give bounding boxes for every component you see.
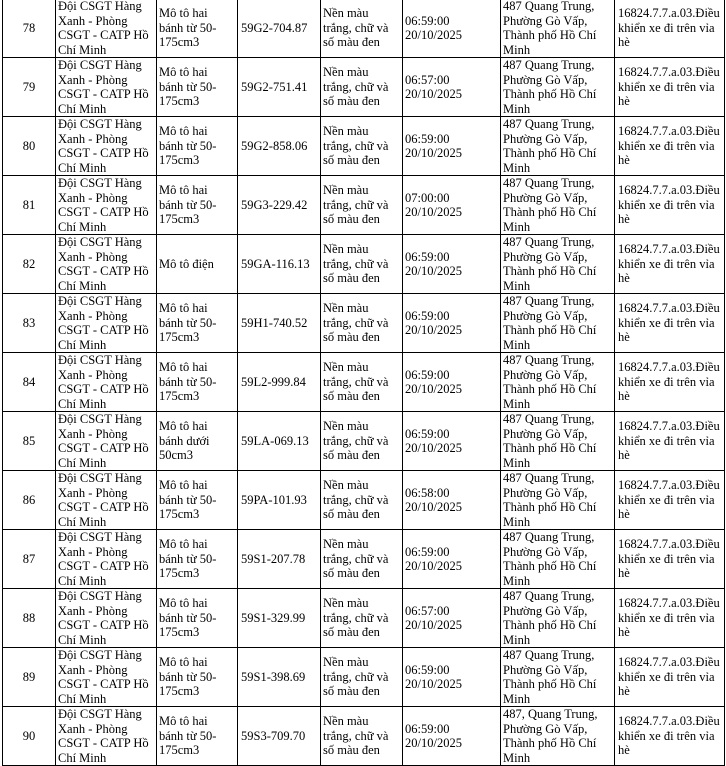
plate-color-cell: Nền màu trắng, chữ và số màu đen — [321, 0, 403, 58]
vehicle-type-cell: Mô tô hai bánh từ 50-175cm3 — [157, 648, 238, 707]
violation-location-cell: 487, Quang Trung, Phường Gò Vấp, Thành phố Hồ Chí Minh — [501, 707, 615, 766]
violation-location-cell: 487 Quang Trung, Phường Gò Vấp, Thành phố Hồ Chí Minh — [501, 412, 615, 471]
violation-time-cell: 06:59:00 20/10/2025 — [403, 0, 501, 58]
violation-time-cell: 06:59:00 20/10/2025 — [403, 412, 501, 471]
violations-table-container — [2, 0, 724, 766]
table-row — [3, 471, 725, 530]
license-plate-cell: 59GA-116.13 — [238, 235, 321, 294]
violation-time-cell: 06:57:00 20/10/2025 — [403, 58, 501, 117]
row-number: 81 — [3, 176, 56, 235]
violation-location-cell: 487 Quang Trung, Phường Gò Vấp, Thành phố Hồ Chí Minh — [501, 353, 615, 412]
violation-location-cell: 487 Quang Trung, Phường Gò Vấp, Thành phố Hồ Chí Minh — [501, 58, 615, 117]
violation-location-cell: 487 Quang Trung, Phường Gò Vấp, Thành phố Hồ Chí Minh — [501, 235, 615, 294]
table-row — [3, 353, 725, 412]
row-number: 82 — [3, 235, 56, 294]
plate-color-cell: Nền màu trắng, chữ và số màu đen — [321, 176, 403, 235]
violation-time-cell: 06:59:00 20/10/2025 — [403, 530, 501, 589]
violation-location-cell: 487 Quang Trung, Phường Gò Vấp, Thành phố Hồ Chí Minh — [501, 471, 615, 530]
issuing-unit-cell: Đội CSGT Hàng Xanh - Phòng CSGT - CATP Hồ Chí Minh — [56, 117, 157, 176]
license-plate-cell: 59H1-740.52 — [238, 294, 321, 353]
violation-code-cell: 16824.7.7.a.03.Điều khiển xe đi trên vỉa hè — [615, 353, 725, 412]
violations-table — [2, 0, 725, 766]
issuing-unit-cell: Đội CSGT Hàng Xanh - Phòng CSGT - CATP Hồ Chí Minh — [56, 648, 157, 707]
license-plate-cell: 59PA-101.93 — [238, 471, 321, 530]
issuing-unit-cell: Đội CSGT Hàng Xanh - Phòng CSGT - CATP Hồ Chí Minh — [56, 471, 157, 530]
vehicle-type-cell: Mô tô hai bánh từ 50-175cm3 — [157, 117, 238, 176]
violation-code-cell: 16824.7.7.a.03.Điều khiển xe đi trên vỉa hè — [615, 176, 725, 235]
row-number: 84 — [3, 353, 56, 412]
violation-location-cell: 487 Quang Trung, Phường Gò Vấp, Thành phố Hồ Chí Minh — [501, 176, 615, 235]
violation-time-cell: 06:59:00 20/10/2025 — [403, 648, 501, 707]
violation-location-cell: 487 Quang Trung, Phường Gò Vấp, Thành phố Hồ Chí Minh — [501, 648, 615, 707]
row-number: 86 — [3, 471, 56, 530]
vehicle-type-cell: Mô tô hai bánh từ 50-175cm3 — [157, 530, 238, 589]
issuing-unit-cell: Đội CSGT Hàng Xanh - Phòng CSGT - CATP Hồ Chí Minh — [56, 58, 157, 117]
license-plate-cell: 59LA-069.13 — [238, 412, 321, 471]
row-number: 88 — [3, 589, 56, 648]
license-plate-cell: 59S1-329.99 — [238, 589, 321, 648]
plate-color-cell: Nền màu trắng, chữ và số màu đen — [321, 648, 403, 707]
plate-color-cell: Nền màu trắng, chữ và số màu đen — [321, 707, 403, 766]
violation-code-cell: 16824.7.7.a.03.Điều khiển xe đi trên vỉa hè — [615, 589, 725, 648]
vehicle-type-cell: Mô tô hai bánh từ 50-175cm3 — [157, 176, 238, 235]
vehicle-type-cell: Mô tô điện — [157, 235, 238, 294]
row-number: 87 — [3, 530, 56, 589]
issuing-unit-cell: Đội CSGT Hàng Xanh - Phòng CSGT - CATP Hồ Chí Minh — [56, 353, 157, 412]
vehicle-type-cell: Mô tô hai bánh dưới 50cm3 — [157, 412, 238, 471]
table-row — [3, 58, 725, 117]
plate-color-cell: Nền màu trắng, chữ và số màu đen — [321, 58, 403, 117]
plate-color-cell: Nền màu trắng, chữ và số màu đen — [321, 530, 403, 589]
license-plate-cell: 59L2-999.84 — [238, 353, 321, 412]
violation-location-cell: 487 Quang Trung, Phường Gò Vấp, Thành phố Hồ Chí Minh — [501, 0, 615, 58]
issuing-unit-cell: Đội CSGT Hàng Xanh - Phòng CSGT - CATP Hồ Chí Minh — [56, 530, 157, 589]
violation-location-cell: 487 Quang Trung, Phường Gò Vấp, Thành phố Hồ Chí Minh — [501, 294, 615, 353]
vehicle-type-cell: Mô tô hai bánh từ 50-175cm3 — [157, 0, 238, 58]
issuing-unit-cell: Đội CSGT Hàng Xanh - Phòng CSGT - CATP Hồ Chí Minh — [56, 412, 157, 471]
violation-code-cell: 16824.7.7.a.03.Điều khiển xe đi trên vỉa hè — [615, 58, 725, 117]
vehicle-type-cell: Mô tô hai bánh từ 50-175cm3 — [157, 707, 238, 766]
violations-table-body — [3, 0, 725, 766]
license-plate-cell: 59G2-751.41 — [238, 58, 321, 117]
issuing-unit-cell: Đội CSGT Hàng Xanh - Phòng CSGT - CATP Hồ Chí Minh — [56, 0, 157, 58]
license-plate-cell: 59G2-704.87 — [238, 0, 321, 58]
violation-time-cell: 06:59:00 20/10/2025 — [403, 294, 501, 353]
issuing-unit-cell: Đội CSGT Hàng Xanh - Phòng CSGT - CATP Hồ Chí Minh — [56, 235, 157, 294]
license-plate-cell: 59S1-398.69 — [238, 648, 321, 707]
violation-time-cell: 06:59:00 20/10/2025 — [403, 707, 501, 766]
table-row — [3, 648, 725, 707]
vehicle-type-cell: Mô tô hai bánh từ 50-175cm3 — [157, 471, 238, 530]
violation-code-cell: 16824.7.7.a.03.Điều khiển xe đi trên vỉa hè — [615, 471, 725, 530]
license-plate-cell: 59G2-858.06 — [238, 117, 321, 176]
violation-code-cell: 16824.7.7.a.03.Điều khiển xe đi trên vỉa hè — [615, 530, 725, 589]
table-row — [3, 530, 725, 589]
violation-time-cell: 06:59:00 20/10/2025 — [403, 235, 501, 294]
table-row — [3, 176, 725, 235]
issuing-unit-cell: Đội CSGT Hàng Xanh - Phòng CSGT - CATP Hồ Chí Minh — [56, 294, 157, 353]
violation-time-cell: 06:58:00 20/10/2025 — [403, 471, 501, 530]
issuing-unit-cell: Đội CSGT Hàng Xanh - Phòng CSGT - CATP Hồ Chí Minh — [56, 176, 157, 235]
violation-code-cell: 16824.7.7.a.03.Điều khiển xe đi trên vỉa hè — [615, 0, 725, 58]
license-plate-cell: 59S1-207.78 — [238, 530, 321, 589]
row-number: 78 — [3, 0, 56, 58]
row-number: 90 — [3, 707, 56, 766]
plate-color-cell: Nền màu trắng, chữ và số màu đen — [321, 235, 403, 294]
row-number: 79 — [3, 58, 56, 117]
row-number: 80 — [3, 117, 56, 176]
table-row — [3, 294, 725, 353]
table-row — [3, 117, 725, 176]
violation-code-cell: 16824.7.7.a.03.Điều khiển xe đi trên vỉa hè — [615, 235, 725, 294]
table-row — [3, 0, 725, 58]
violation-location-cell: 487 Quang Trung, Phường Gò Vấp, Thành phố Hồ Chí Minh — [501, 530, 615, 589]
table-row — [3, 589, 725, 648]
table-row — [3, 707, 725, 766]
violation-code-cell: 16824.7.7.a.03.Điều khiển xe đi trên vỉa hè — [615, 648, 725, 707]
table-row — [3, 235, 725, 294]
plate-color-cell: Nền màu trắng, chữ và số màu đen — [321, 117, 403, 176]
plate-color-cell: Nền màu trắng, chữ và số màu đen — [321, 412, 403, 471]
issuing-unit-cell: Đội CSGT Hàng Xanh - Phòng CSGT - CATP Hồ Chí Minh — [56, 589, 157, 648]
vehicle-type-cell: Mô tô hai bánh từ 50-175cm3 — [157, 58, 238, 117]
row-number: 85 — [3, 412, 56, 471]
violation-location-cell: 487 Quang Trung, Phường Gò Vấp, Thành phố Hồ Chí Minh — [501, 117, 615, 176]
vehicle-type-cell: Mô tô hai bánh từ 50-175cm3 — [157, 294, 238, 353]
violation-time-cell: 06:57:00 20/10/2025 — [403, 589, 501, 648]
plate-color-cell: Nền màu trắng, chữ và số màu đen — [321, 294, 403, 353]
issuing-unit-cell: Đội CSGT Hàng Xanh - Phòng CSGT - CATP Hồ Chí Minh — [56, 707, 157, 766]
plate-color-cell: Nền màu trắng, chữ và số màu đen — [321, 471, 403, 530]
violation-code-cell: 16824.7.7.a.03.Điều khiển xe đi trên vỉa hè — [615, 117, 725, 176]
row-number: 89 — [3, 648, 56, 707]
violation-location-cell: 487 Quang Trung, Phường Gò Vấp, Thành phố Hồ Chí Minh — [501, 589, 615, 648]
license-plate-cell: 59G3-229.42 — [238, 176, 321, 235]
row-number: 83 — [3, 294, 56, 353]
violation-code-cell: 16824.7.7.a.03.Điều khiển xe đi trên vỉa hè — [615, 294, 725, 353]
license-plate-cell: 59S3-709.70 — [238, 707, 321, 766]
violation-code-cell: 16824.7.7.a.03.Điều khiển xe đi trên vỉa hè — [615, 707, 725, 766]
table-row — [3, 412, 725, 471]
plate-color-cell: Nền màu trắng, chữ và số màu đen — [321, 353, 403, 412]
plate-color-cell: Nền màu trắng, chữ và số màu đen — [321, 589, 403, 648]
violation-time-cell: 06:59:00 20/10/2025 — [403, 117, 501, 176]
violation-time-cell: 07:00:00 20/10/2025 — [403, 176, 501, 235]
vehicle-type-cell: Mô tô hai bánh từ 50-175cm3 — [157, 589, 238, 648]
violation-time-cell: 06:59:00 20/10/2025 — [403, 353, 501, 412]
violation-code-cell: 16824.7.7.a.03.Điều khiển xe đi trên vỉa hè — [615, 412, 725, 471]
vehicle-type-cell: Mô tô hai bánh từ 50-175cm3 — [157, 353, 238, 412]
